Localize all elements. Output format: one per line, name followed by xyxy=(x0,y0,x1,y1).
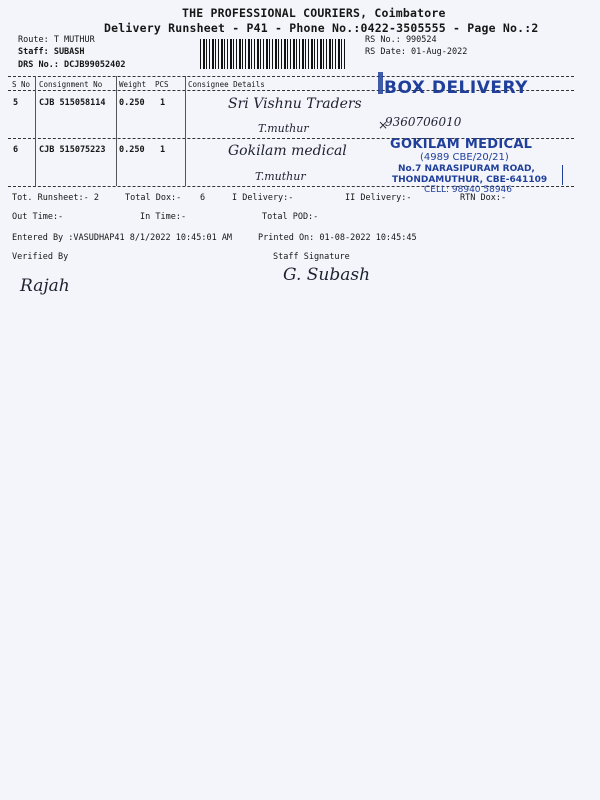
col-header-consignment: Consignment No xyxy=(39,80,103,89)
box-delivery-stamp: BOX DELIVERY xyxy=(384,78,528,98)
tot-runsheet: Tot. Runsheet:- 2 xyxy=(12,193,99,203)
ii-delivery: II Delivery:- xyxy=(345,193,412,203)
total-dox-value: 6 xyxy=(200,193,206,203)
staff-signature: G. Subash xyxy=(283,265,371,285)
col-header-weight: Weight xyxy=(119,80,147,89)
col-divider xyxy=(35,76,36,186)
col-header-consignee: Consignee Details xyxy=(188,80,265,89)
barcode xyxy=(200,39,346,69)
entered-by: Entered By :VASUDHAP41 8/1/2022 10:45:01 AM xyxy=(12,233,233,243)
verifier-signature: Rajah xyxy=(20,276,70,296)
drs-number: DRS No.: DCJB99052402 xyxy=(18,60,126,70)
printed-on: Printed On: 01-08-2022 10:45:45 xyxy=(258,233,417,243)
handwritten-consignee: Gokilam medical xyxy=(228,143,347,159)
col-divider xyxy=(116,76,117,186)
table-top-rule xyxy=(8,76,574,77)
row-sno: 6 xyxy=(13,145,19,155)
rtn-dox: RTN Dox:- xyxy=(460,193,507,203)
handwritten-place: T.muthur xyxy=(255,170,306,183)
col-header-pcs: PCS xyxy=(155,80,169,89)
route-label: Route: T MUTHUR xyxy=(18,35,95,45)
handwritten-phone: 9360706010 xyxy=(385,115,462,129)
staff-signature-label: Staff Signature xyxy=(273,252,350,262)
runsheet-subtitle: Delivery Runsheet - P41 - Phone No.:0422-3505555 - Page No.:2 xyxy=(104,21,539,35)
total-pod: Total POD:- xyxy=(262,212,319,222)
gokilam-stamp-addr1: No.7 NARASIPURAM ROAD, xyxy=(398,164,535,174)
handwritten-place: T.muthur xyxy=(258,122,309,135)
in-time: In Time:- xyxy=(140,212,187,222)
row-consignment: CJB 515058114 xyxy=(39,98,106,108)
i-delivery: I Delivery:- xyxy=(232,193,294,203)
stamp-mark xyxy=(562,165,563,185)
row-consignment: CJB 515075223 xyxy=(39,145,106,155)
total-dox-label: Total Dox:- xyxy=(125,193,182,203)
row-weight: 0.250 xyxy=(119,145,145,155)
gokilam-stamp-addr2: THONDAMUTHUR, CBE-641109 xyxy=(392,175,548,185)
gokilam-stamp-code: (4989 CBE/20/21) xyxy=(420,152,509,163)
rs-date: RS Date: 01-Aug-2022 xyxy=(365,47,468,57)
out-time: Out Time:- xyxy=(12,212,64,222)
rs-number: RS No.: 990524 xyxy=(365,35,437,45)
col-divider xyxy=(185,76,186,186)
verified-by-label: Verified By xyxy=(12,252,69,262)
row-weight: 0.250 xyxy=(119,98,145,108)
row-pcs: 1 xyxy=(160,145,166,155)
col-header-sno: S No xyxy=(12,80,31,89)
row-sno: 5 xyxy=(13,98,19,108)
company-title: THE PROFESSIONAL COURIERS, Coimbatore xyxy=(182,6,446,20)
gokilam-stamp-name: GOKILAM MEDICAL xyxy=(390,137,533,152)
handwritten-cross: × xyxy=(378,118,389,132)
gokilam-stamp-cell: CELL: 98940 58946 xyxy=(424,185,513,195)
handwritten-consignee: Sri Vishnu Traders xyxy=(228,96,362,112)
row-pcs: 1 xyxy=(160,98,166,108)
staff-label: Staff: SUBASH xyxy=(18,47,85,57)
stamp-bar xyxy=(378,72,383,94)
